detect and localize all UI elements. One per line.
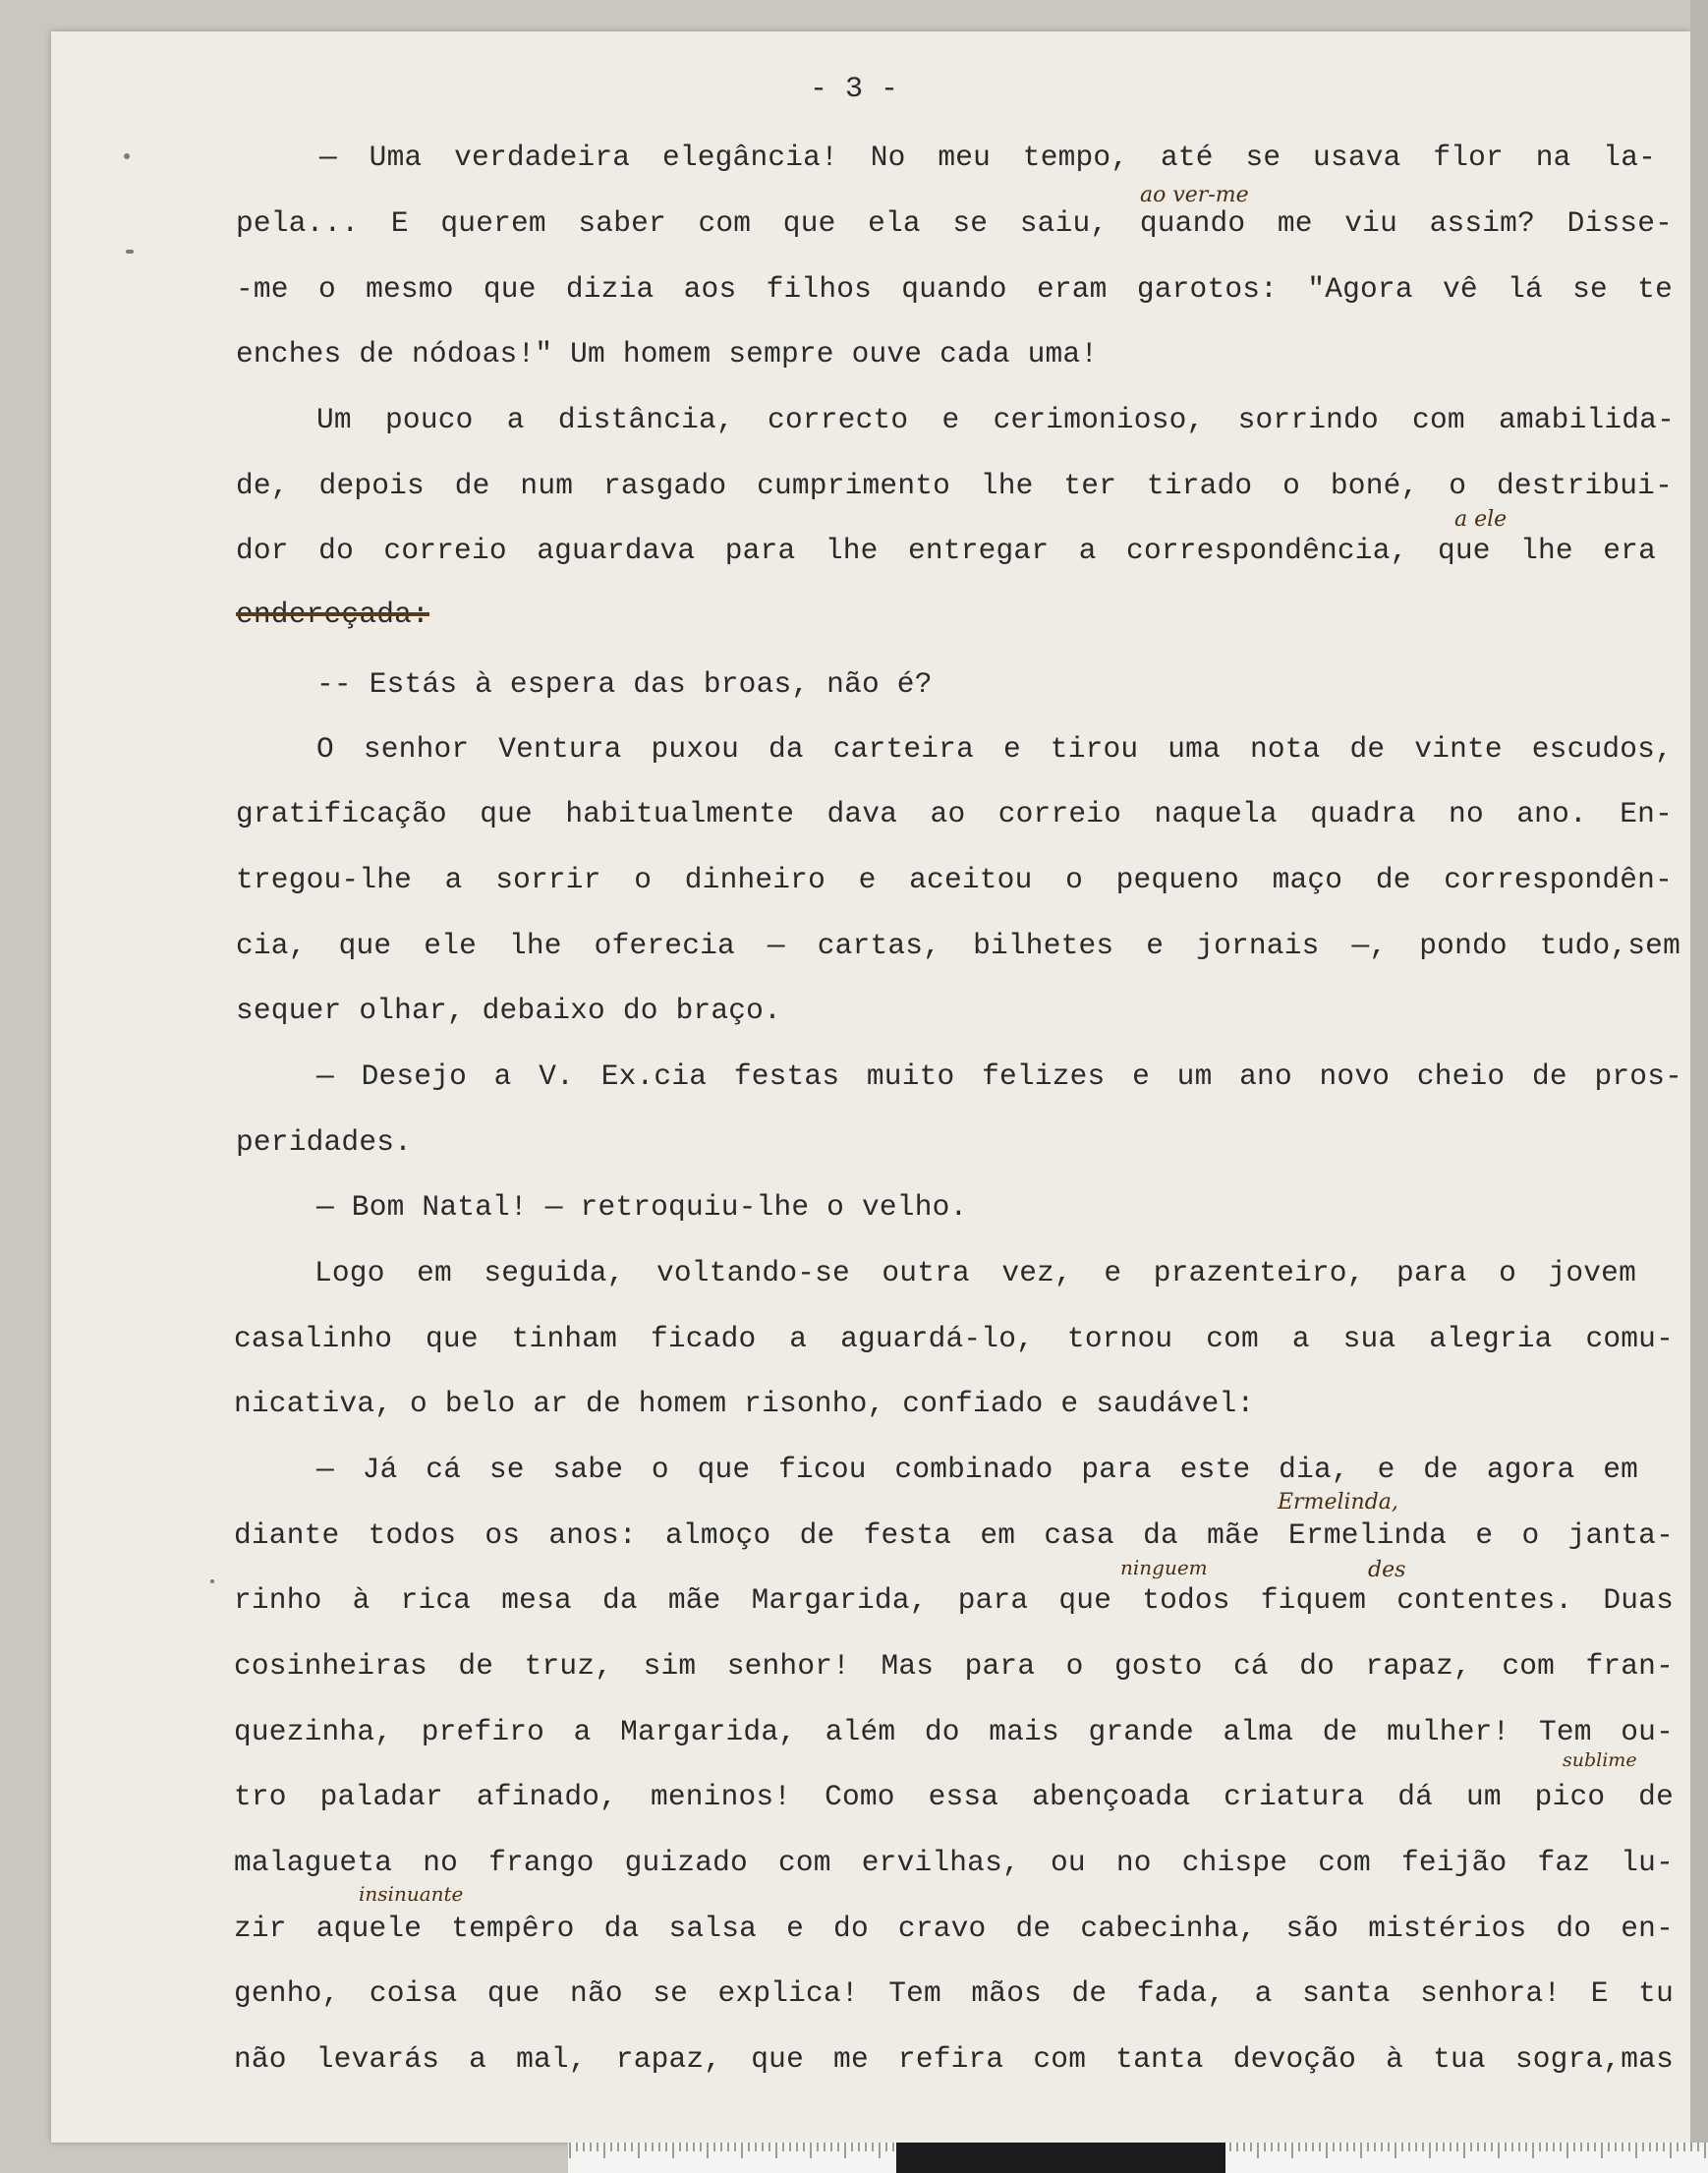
- text-line: de, depois de num rasgado cumprimento lhe ter tirado o boné, o destribui-: [236, 469, 1673, 502]
- handwritten-annotation: des: [1368, 1558, 1406, 1582]
- text-line: -me o mesmo que dizia aos filhos quando eram garotos: "Agora vê lá se te: [236, 272, 1673, 306]
- text-line: peridades.: [236, 1125, 413, 1159]
- text-line: — Uma verdadeira elegância! No meu tempo, até se usava flor na la-: [319, 141, 1656, 174]
- handwritten-annotation: a ele: [1454, 507, 1508, 532]
- text-line: zir aquele tempêro da salsa e do cravo de cabecinha, são mistérios do en-: [234, 1912, 1674, 1945]
- handwritten-annotation: Ermelinda,: [1278, 1490, 1398, 1515]
- text-line: cosinheiras de truz, sim senhor! Mas para o gosto cá do rapaz, com fran-: [234, 1649, 1674, 1683]
- text-line: malagueta no frango guizado com ervilhas, ou no chispe com feijão faz lu-: [234, 1846, 1674, 1879]
- text-line: enches de nódoas!" Um homem sempre ouve cada uma!: [236, 337, 1099, 371]
- text-line-struck: endereçada:: [236, 598, 429, 631]
- text-line: gratificação que habitualmente dava ao correio naquela quadra no ano. En-: [236, 797, 1673, 830]
- stray-mark: [210, 1579, 214, 1583]
- handwritten-annotation: ninguem: [1120, 1556, 1208, 1579]
- text-line: sequer olhar, debaixo do braço.: [236, 994, 781, 1027]
- text-line: — Já cá se sabe o que ficou combinado para este dia, e de agora em: [316, 1453, 1638, 1486]
- text-line: diante todos os anos: almoço de festa em casa da mãe Ermelinda e o janta-: [234, 1518, 1674, 1552]
- text-line: quezinha, prefiro a Margarida, além do mais grande alma de mulher! Tem ou-: [234, 1715, 1674, 1748]
- text-line: nicativa, o belo ar de homem risonho, confiado e saudável:: [234, 1387, 1255, 1420]
- text-line: — Desejo a V. Ex.cia festas muito felizes e um ano novo cheio de pros-: [316, 1059, 1682, 1093]
- text-line: tregou-lhe a sorrir o dinheiro e aceitou o pequeno maço de correspondên-: [236, 863, 1673, 896]
- text-line: casalinho que tinham ficado a aguardá-lo, tornou com a sua alegria comu-: [234, 1322, 1674, 1355]
- handwritten-annotation: ao ver-me: [1140, 183, 1249, 207]
- text-line: rinho à rica mesa da mãe Margarida, para que todos fiquem contentes. Duas: [234, 1583, 1674, 1617]
- scan-background-strip: [1690, 0, 1708, 2173]
- text-line: O senhor Ventura puxou da carteira e tirou uma nota de vinte escudos,: [316, 732, 1673, 766]
- text-line: tro paladar afinado, meninos! Como essa abençoada criatura dá um pico de: [234, 1780, 1674, 1813]
- handwritten-annotation: insinuante: [359, 1882, 464, 1906]
- text-line: genho, coisa que não se explica! Tem mãos de fada, a santa senhora! E tu: [234, 1976, 1674, 2010]
- stray-mark: [124, 153, 130, 159]
- text-line: Um pouco a distância, correcto e cerimonioso, sorrindo com amabilida-: [316, 403, 1675, 436]
- text-line: pela... E querem saber com que ela se saiu, quando me viu assim? Disse-: [236, 206, 1673, 240]
- page-number: - 3 -: [809, 73, 898, 106]
- text-line: não levarás a mal, rapaz, que me refira com tanta devoção à tua sogra,mas: [234, 2042, 1674, 2076]
- handwritten-annotation: sublime: [1563, 1749, 1637, 1771]
- text-line: cia, que ele lhe oferecia — cartas, bilhetes e jornais —, pondo tudo,sem: [236, 929, 1680, 962]
- ruler-ticks: [568, 2143, 1708, 2173]
- text-line: — Bom Natal! — retroquiu-lhe o velho.: [316, 1190, 968, 1224]
- text-line: Logo em seguida, voltando-se outra vez, e prazenteiro, para o jovem: [314, 1256, 1636, 1289]
- text-line: dor do correio aguardava para lhe entregar a correspondência, que lhe era: [236, 534, 1656, 567]
- stray-mark: [126, 250, 134, 254]
- text-line: -- Estás à espera das broas, não é?: [316, 667, 933, 701]
